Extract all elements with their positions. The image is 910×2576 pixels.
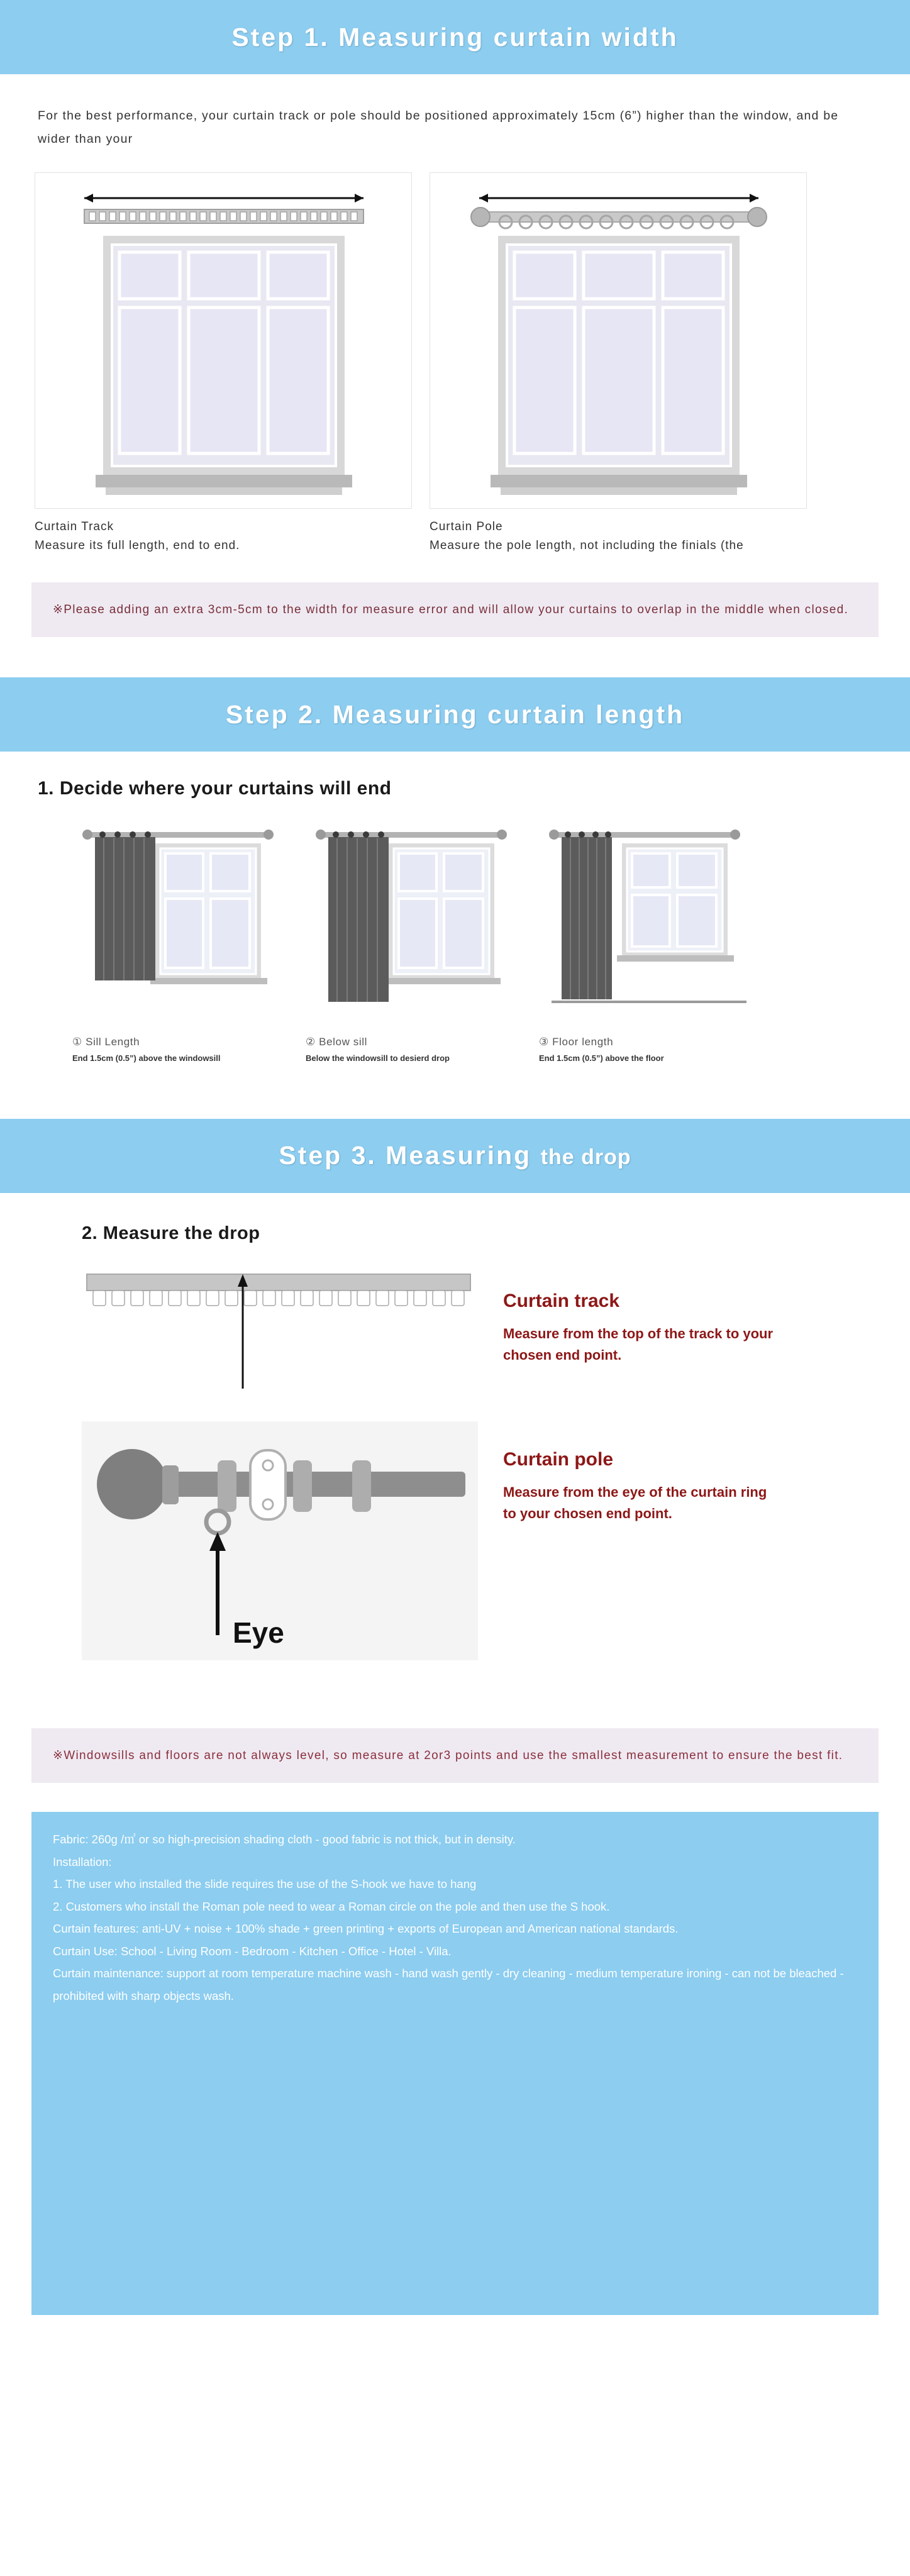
measure-pole-illustration-box (82, 1421, 478, 1660)
eye-annotation-text: Eye (233, 1616, 284, 1649)
curtain-track-diagram-col (35, 172, 412, 555)
info-line-installation-2: 2. Customers who install the Roman pole need to wear a Roman circle on the pole and then use the S hook. (53, 1899, 610, 1913)
length-option-floor (539, 816, 762, 1065)
floor-length-illustration (539, 816, 762, 1030)
curtain-pole-diagram-col (430, 172, 807, 555)
sill-length-label: ① Sill Length (72, 1036, 140, 1048)
measure-track-illustration (82, 1263, 478, 1395)
info-line-features: Curtain features: anti-UV + noise + 100% shade + green printing + exports of European and American national standards. (53, 1922, 679, 1936)
width-note: ※Please adding an extra 3cm-5cm to the width for measure error and will allow your curtains to overlap in the middle when closed. (31, 582, 879, 637)
measure-track-illustration-box (82, 1263, 478, 1395)
curtain-track-diagram (35, 172, 412, 509)
length-option-below-sill (306, 816, 529, 1065)
below-sill-detail: Below the windowsill to desierd drop (306, 1053, 450, 1063)
level-note: ※Windowsills and floors are not always level, so measure at 2or3 points and use the smallest measurement to ensure the best fit. (31, 1728, 879, 1783)
info-line-maintenance: Curtain maintenance: support at room temperature machine wash - hand wash gently - dry cleaning - medium temperature ironing - can not be bleached - prohibited with sharp objects wash. (53, 1967, 844, 2002)
step-3-banner (0, 1119, 910, 1193)
curtain-track-caption-body: Measure its full length, end to end. (35, 538, 240, 552)
info-line-installation-1: 1. The user who installed the slide requires the use of the S-hook we have to hang (53, 1877, 477, 1891)
info-line-use: Curtain Use: School - Living Room - Bedroom - Kitchen - Office - Hotel - Villa. (53, 1944, 452, 1958)
curtain-pole-caption (430, 518, 807, 555)
curtain-pole-illustration (430, 173, 807, 509)
step-2-banner (0, 677, 910, 752)
step-2-title: Step 2. Measuring curtain length (225, 699, 685, 729)
step-3-title-sub: the drop (540, 1145, 631, 1170)
measure-pole-body: Measure from the eye of the curtain ring to your chosen end point. (503, 1484, 767, 1522)
step-3-title-main: Step 3. Measuring (279, 1141, 532, 1170)
floor-length-illustration-box (539, 816, 762, 1030)
step-3-subhead: 2. Measure the drop (82, 1223, 260, 1243)
floor-length-detail: End 1.5cm (0.5”) above the floor (539, 1053, 664, 1063)
measure-pole-title: Curtain pole (503, 1448, 614, 1470)
below-sill-label: ② Below sill (306, 1036, 368, 1048)
info-line-installation-header: Installation: (53, 1855, 112, 1868)
curtain-pole-caption-body: Measure the pole length, not including the finials (the (430, 538, 744, 552)
measure-pole-row (0, 1421, 910, 1660)
measure-track-text (503, 1263, 774, 1366)
step-1-title: Step 1. Measuring curtain width (231, 22, 679, 52)
info-line-fabric: Fabric: 260g /㎡ or so high-precision shading cloth - good fabric is not thick, but in density. (53, 1833, 516, 1846)
measure-track-body: Measure from the top of the track to your chosen end point. (503, 1325, 774, 1363)
below-sill-illustration-box (306, 816, 529, 1030)
sill-length-illustration-box (72, 816, 296, 1030)
curtain-track-illustration (35, 173, 412, 509)
curtain-pole-diagram (430, 172, 807, 509)
width-diagram-row (0, 172, 910, 555)
measure-pole-illustration (82, 1421, 478, 1660)
step-3-title (279, 1141, 631, 1170)
sill-length-detail: End 1.5cm (0.5”) above the windowsill (72, 1053, 221, 1063)
curtain-pole-caption-title: Curtain Pole (430, 520, 503, 534)
product-info-block (31, 1812, 879, 2315)
curtain-track-caption-title: Curtain Track (35, 520, 114, 534)
intro-paragraph: For the best performance, your curtain track or pole should be positioned approximately 15cm (6”) higher than the window, and be wider than your (38, 109, 839, 147)
measure-track-title: Curtain track (503, 1290, 620, 1311)
step-1-banner (0, 0, 910, 74)
measure-pole-text (503, 1421, 774, 1524)
below-sill-illustration (306, 816, 529, 1030)
sill-length-illustration (72, 816, 296, 1030)
length-option-sill (72, 816, 296, 1065)
length-options-row (0, 816, 910, 1065)
step-2-subhead: 1. Decide where your curtains will end (38, 778, 392, 799)
floor-length-label: ③ Floor length (539, 1036, 614, 1048)
curtain-track-caption (35, 518, 412, 555)
measure-track-row (0, 1263, 910, 1395)
